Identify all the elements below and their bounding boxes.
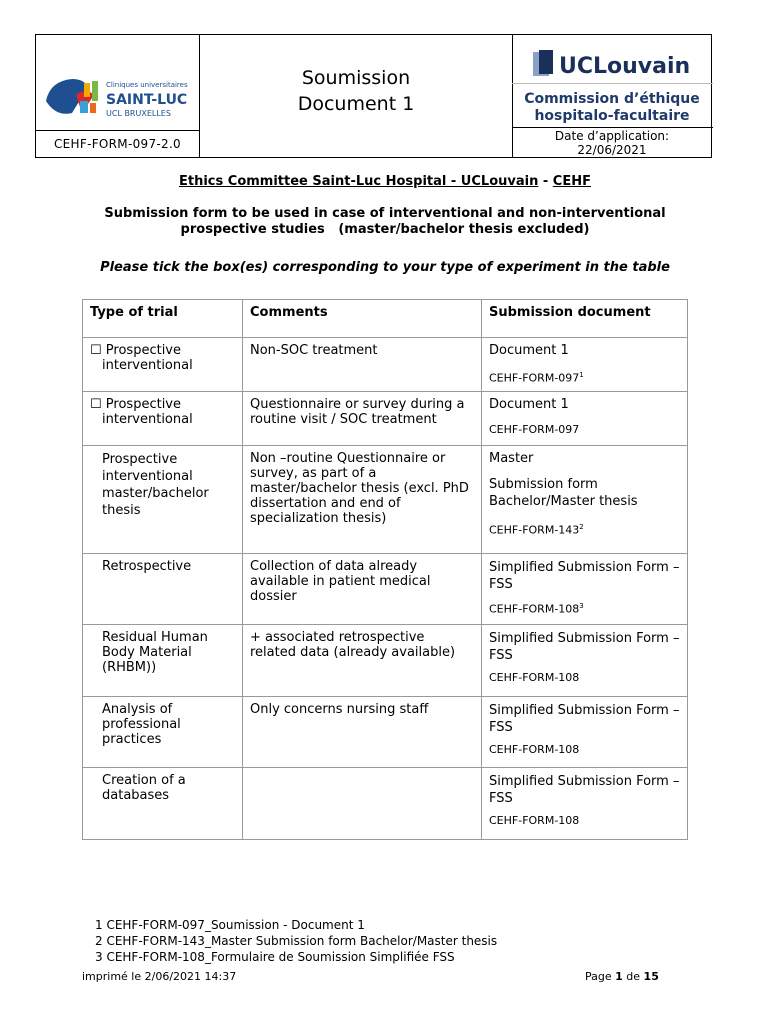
form-code: CEHF-FORM-097	[489, 423, 580, 436]
doc-name: Simplified Submission Form – FSS	[489, 631, 680, 663]
doc-cell	[482, 625, 688, 697]
date-label: Date d’application:	[554, 129, 670, 143]
type-text: interventional	[102, 358, 193, 373]
header-box	[35, 34, 712, 158]
ucl-logo-text: UCLouvain	[559, 54, 691, 79]
submission-line-2: prospective studies (master/bachelor thesis excluded)	[180, 222, 590, 237]
doc-cell	[482, 338, 688, 392]
type-text: Residual Human Body Material (RHBM))	[102, 630, 208, 675]
saint-luc-logo	[42, 73, 198, 125]
committee-separator: -	[538, 174, 553, 189]
form-code: CEHF-FORM-108	[489, 671, 580, 684]
print-date: imprimé le 2/06/2021 14:37	[82, 970, 237, 983]
submission-heading	[0, 206, 770, 238]
document-title	[200, 65, 512, 117]
type-text: Prospective interventional master/bachelor thesis	[102, 452, 209, 518]
column-header: Type of trial	[83, 300, 243, 338]
doc-cell	[482, 392, 688, 446]
committee-name: Ethics Committee Saint-Luc Hospital - UCLouvain	[179, 174, 539, 189]
submission-line-1: Submission form to be used in case of interventional and non-interventional	[104, 206, 666, 221]
type-text: Prospective	[105, 343, 181, 358]
comment-cell: Non-SOC treatment	[243, 338, 482, 392]
comment-cell	[243, 768, 482, 840]
type-cell	[83, 625, 243, 697]
application-date	[512, 129, 712, 157]
table-header-row	[83, 300, 688, 338]
doc-name: Master	[489, 451, 534, 466]
title-line-1: Soumission	[301, 67, 411, 89]
page-of-label: de	[622, 970, 644, 983]
type-cell	[83, 554, 243, 625]
logo-name: SAINT-LUC	[106, 92, 188, 108]
checkbox[interactable]: ☐	[90, 343, 102, 358]
logo-city: UCL BRUXELLES	[106, 109, 171, 118]
form-code: CEHF-$FORM-097^1$	[489, 371, 584, 385]
footnote: 1 CEHF-FORM-097_Soumission - Document 1	[95, 918, 365, 932]
type-text: Prospective	[105, 397, 181, 412]
doc-cell	[482, 768, 688, 840]
doc-name: Document 1	[489, 343, 569, 358]
page-label: Page	[585, 970, 616, 983]
type-text: Retrospective	[102, 559, 192, 574]
doc-name: Submission form Bachelor/Master thesis	[489, 477, 638, 509]
doc-name: Simplified Submission Form – FSS	[489, 560, 680, 592]
committee-heading	[0, 174, 770, 189]
type-text: interventional	[102, 412, 193, 427]
type-cell	[83, 446, 243, 554]
footnote-ref: 3	[579, 602, 584, 610]
commission-name	[512, 91, 712, 125]
checkbox[interactable]: ☐	[90, 397, 102, 412]
header-divider	[512, 127, 713, 128]
form-code: CEHF-$FORM-108^3$	[489, 602, 584, 616]
header-divider	[512, 83, 713, 84]
form-code: CEHF-FORM-108	[489, 814, 580, 827]
doc-name: Document 1	[489, 397, 569, 412]
uclouvain-logo	[531, 47, 706, 81]
doc-cell	[482, 697, 688, 768]
comment-cell: + associated retrospective related data (already available)	[243, 625, 482, 697]
logo-subtitle: Cliniques universitaires	[106, 81, 188, 89]
table-row	[83, 446, 688, 554]
trial-type-table	[82, 299, 688, 840]
footnotes	[95, 917, 497, 965]
column-header: Comments	[243, 300, 482, 338]
commission-line-2: hospitalo-facultaire	[534, 108, 690, 124]
comment-cell: Collection of data already available in patient medical dossier	[243, 554, 482, 625]
comment-cell: Questionnaire or survey during a routine visit / SOC treatment	[243, 392, 482, 446]
type-cell	[83, 697, 243, 768]
form-code: CEHF-FORM-108	[489, 743, 580, 756]
page-number: 1	[615, 970, 623, 983]
doc-name: Simplified Submission Form – FSS	[489, 703, 680, 735]
doc-cell	[482, 554, 688, 625]
date-value: 22/06/2021	[577, 143, 647, 157]
table-row	[83, 338, 688, 392]
committee-abbr: CEHF	[552, 174, 591, 189]
footnote: 2 CEHF-FORM-143_Master Submission form Bachelor/Master thesis	[95, 934, 498, 948]
title-line-2: Document 1	[297, 93, 415, 115]
footnote-ref: 1	[579, 371, 584, 379]
page-total: 15	[643, 970, 659, 983]
doc-name: Simplified Submission Form – FSS	[489, 774, 680, 806]
instruction-text: Please tick the box(es) corresponding to your type of experiment in the table	[100, 260, 670, 275]
footnote-ref: 2	[579, 523, 584, 531]
table-row	[83, 697, 688, 768]
doc-cell	[482, 446, 688, 554]
type-cell	[83, 768, 243, 840]
comment-cell: Only concerns nursing staff	[243, 697, 482, 768]
form-code: CEHF-FORM-097-2.0	[53, 137, 181, 151]
table-row	[83, 392, 688, 446]
footnote: 3 CEHF-FORM-108_Formulaire de Soumission Simplifiée FSS	[95, 950, 455, 964]
table-row	[83, 625, 688, 697]
type-text: Analysis of professional practices	[102, 702, 181, 747]
commission-line-1: Commission d’éthique	[524, 91, 700, 107]
type-text: Creation of a databases	[102, 773, 186, 803]
table-row	[83, 554, 688, 625]
type-cell	[83, 338, 243, 392]
column-header: Submission document	[482, 300, 688, 338]
comment-cell: Non –routine Questionnaire or survey, as part of a master/bachelor thesis (excl. PhD dissertation and end of specialization thesis)	[243, 446, 482, 554]
type-cell	[83, 392, 243, 446]
page-indicator	[585, 970, 659, 983]
form-code: CEHF-$FORM-143^2$	[489, 523, 584, 537]
table-row	[83, 768, 688, 840]
